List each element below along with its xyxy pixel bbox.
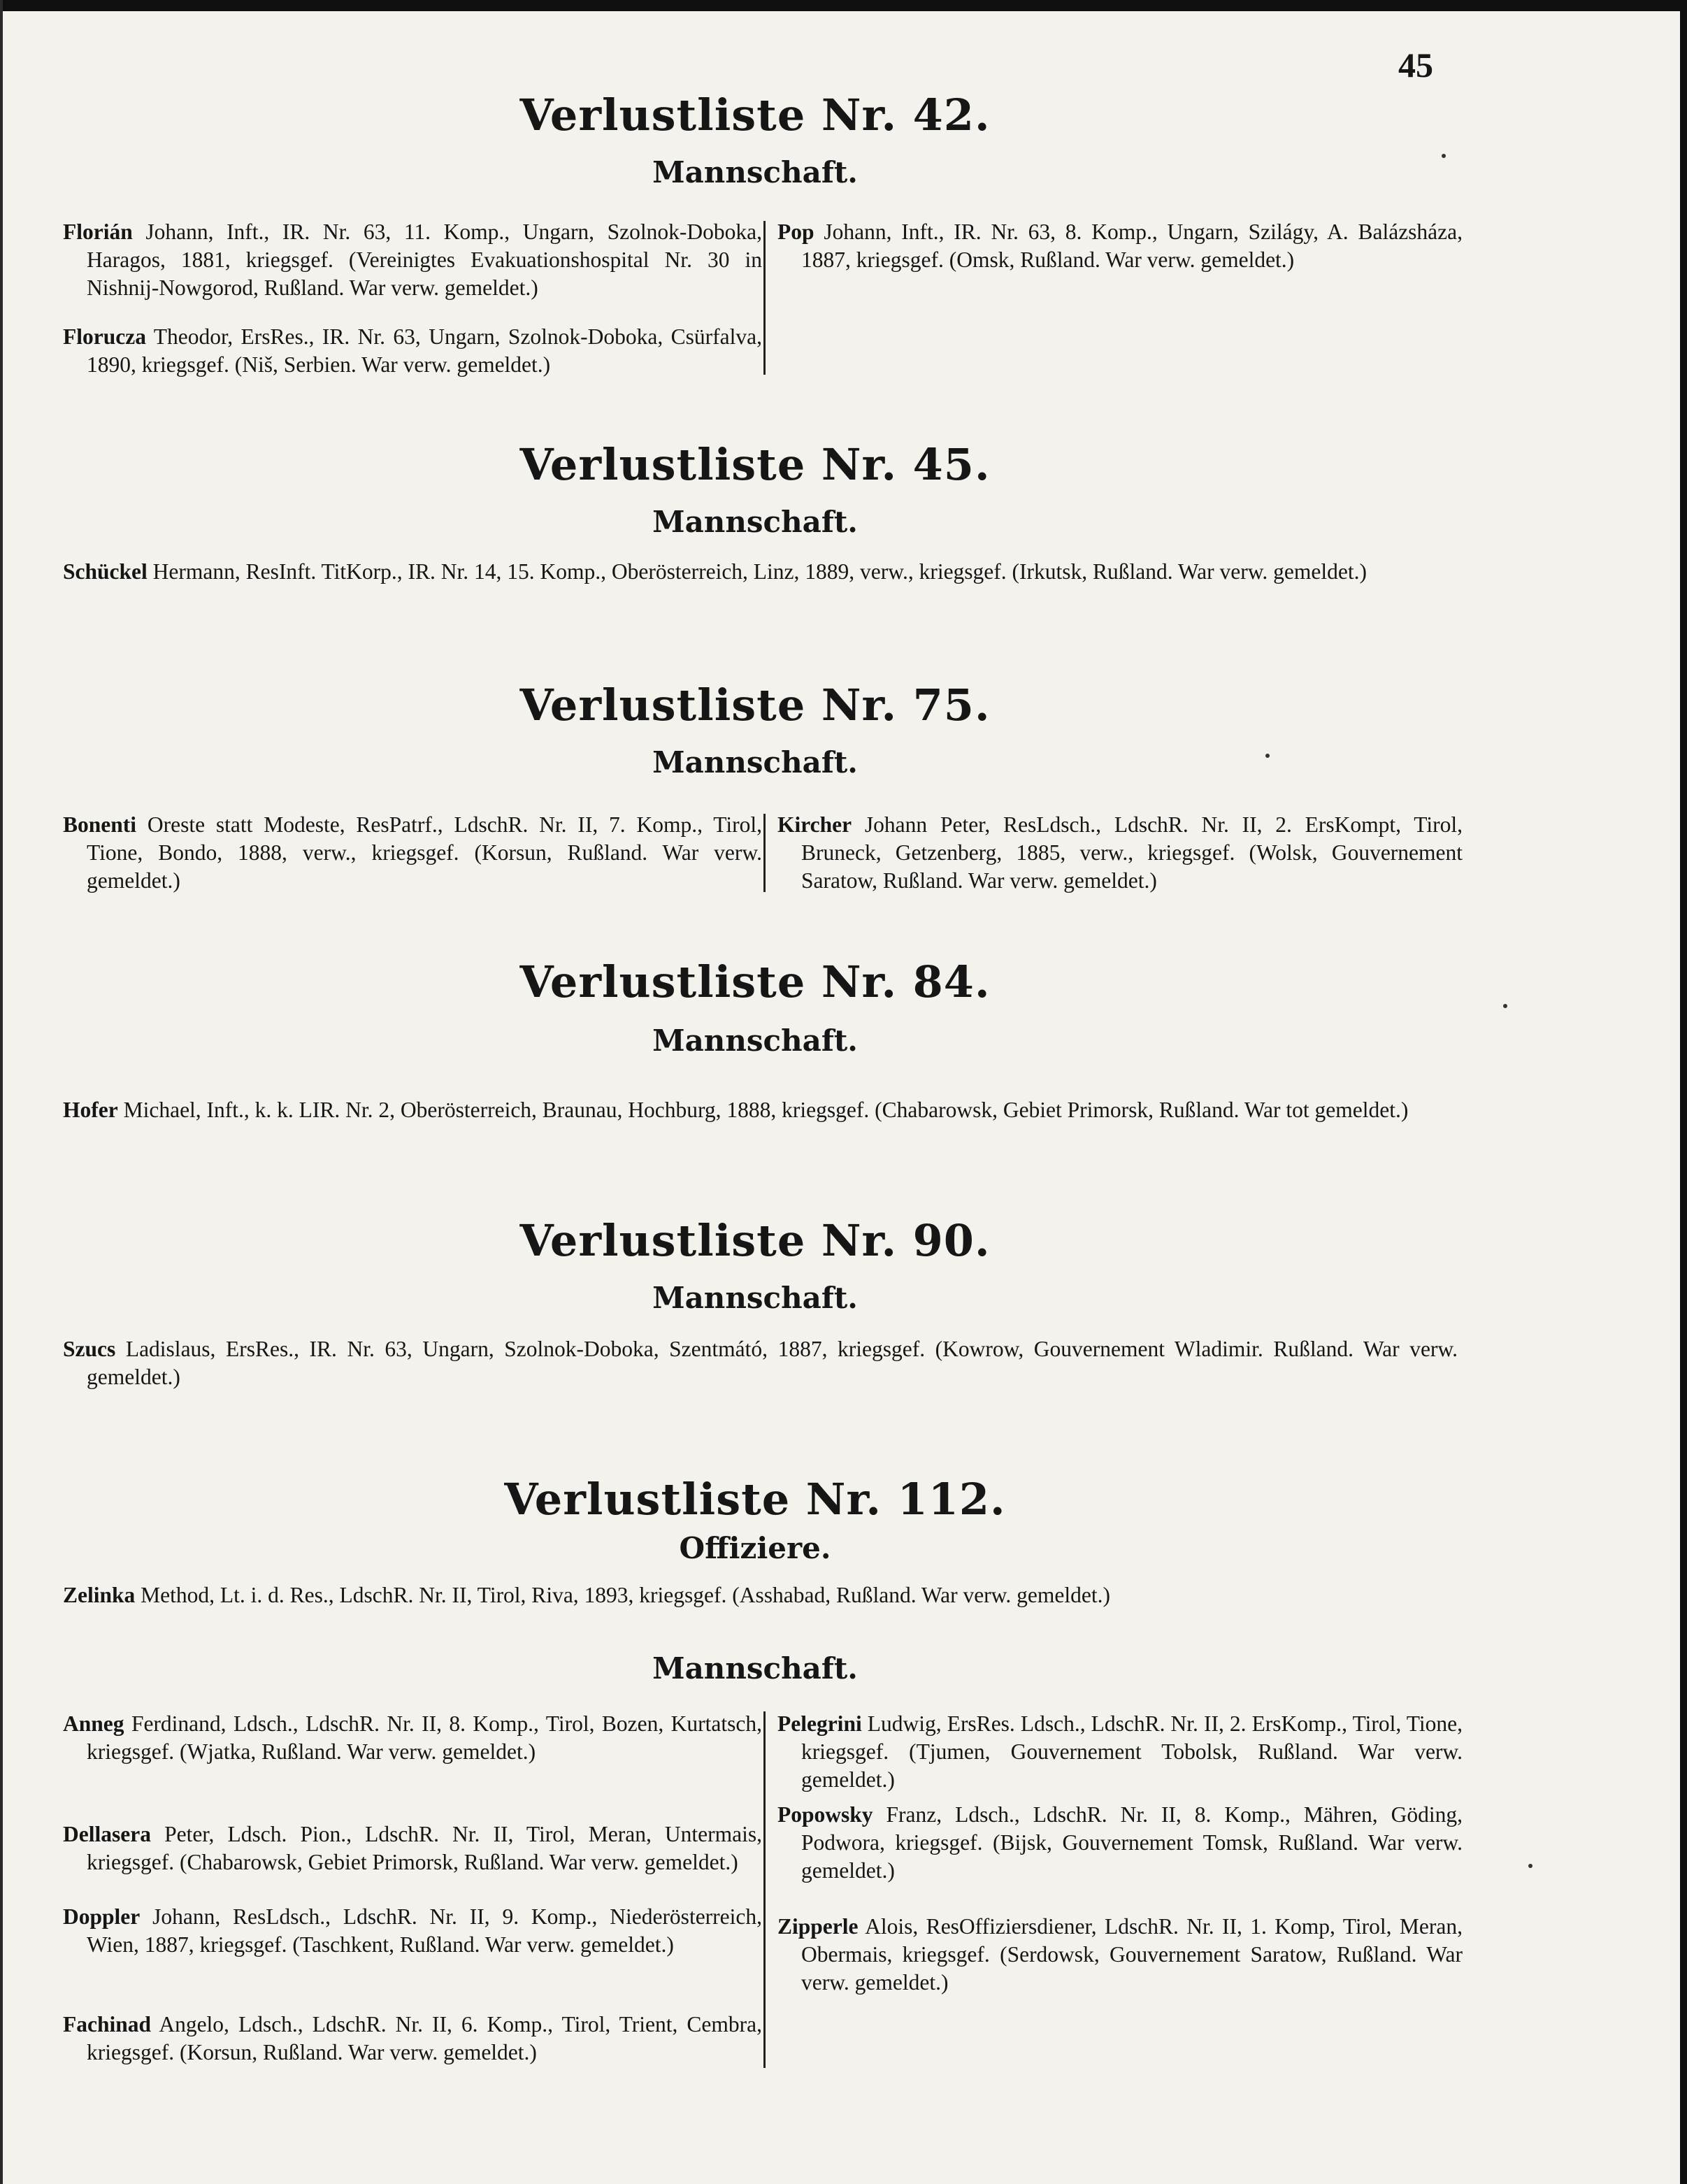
- entry-details: Johann Peter, ResLdsch., LdschR. Nr. II, 2. ErsKompt, Tirol, Bruneck, Getzenberg, 1885, verw., kriegsgef. (Wolsk, Gouvernement Saratow, Rußland. War verw. gemeldet.): [801, 812, 1463, 893]
- section-heading: Verlustliste Nr. 42.: [519, 89, 991, 141]
- entry-details: Theodor, ErsRes., IR. Nr. 63, Ungarn, Szolnok-Doboka, Csürfalva, 1890, kriegsgef. (Niš, Serbien. War verw. gemeldet.): [87, 324, 762, 377]
- scan-speck: [1503, 1004, 1507, 1008]
- list-entry: [777, 1801, 1463, 1885]
- entry-details: Angelo, Ldsch., LdschR. Nr. II, 6. Komp., Tirol, Trient, Cembra, kriegsgef. (Korsun, Rußland. War verw. gemeldet.): [87, 2012, 763, 2064]
- entry-details: Ludwig, ErsRes. Ldsch., LdschR. Nr. II, 2. ErsKomp., Tirol, Tione, kriegsgef. (Tjumen, Gouvernement Tobolsk, Rußland. War verw. gemeldet.): [801, 1711, 1463, 1792]
- entry-details: Johann, Inft., IR. Nr. 63, 11. Komp., Ungarn, Szolnok-Doboka, Haragos, 1881, kriegsgef. (Vereinigtes Evakuationshospital Nr. 30 in Nishnij-Nowgorod, Rußland. War verw. gemeldet.): [87, 220, 763, 300]
- column-divider: [763, 221, 766, 375]
- entry-surname: Dellasera: [63, 1822, 151, 1846]
- list-entry: [63, 323, 762, 379]
- entry-surname: Doppler: [63, 1904, 141, 1929]
- list-entry: [777, 1710, 1463, 1794]
- entry-surname: Fachinad: [63, 2012, 152, 2036]
- entry-details: Johann, Inft., IR. Nr. 63, 8. Komp., Ungarn, Szilágy, A. Balázsháza, 1887, kriegsgef. (Omsk, Rußland. War verw. gemeldet.): [801, 220, 1463, 272]
- list-entry: [63, 1710, 762, 1766]
- section-subheading: Mannschaft.: [652, 155, 858, 189]
- section-heading: Verlustliste Nr. 45.: [519, 439, 991, 490]
- section-subheading: Mannschaft.: [652, 745, 858, 780]
- entry-surname: Zelinka: [63, 1583, 136, 1607]
- section-subheading: Mannschaft.: [652, 1281, 858, 1315]
- section-subheading: Mannschaft.: [652, 505, 858, 539]
- section-heading: Verlustliste Nr. 90.: [519, 1215, 991, 1266]
- scan-edge-top: [0, 0, 1687, 11]
- entry-surname: Florucza: [63, 324, 146, 349]
- page-number: 45: [1398, 45, 1433, 85]
- section-heading: Verlustliste Nr. 75.: [519, 680, 991, 731]
- list-entry: [63, 1096, 1458, 1124]
- entry-surname: Popowsky: [777, 1802, 873, 1827]
- entry-details: Oreste statt Modeste, ResPatrf., LdschR. Nr. II, 7. Komp., Tirol, Tione, Bondo, 1888, verw., kriegsgef. (Korsun, Rußland. War verw. gemeldet.): [87, 812, 762, 893]
- section-subheading: Mannschaft.: [652, 1651, 858, 1686]
- entry-surname: Hofer: [63, 1098, 118, 1122]
- entry-details: Method, Lt. i. d. Res., LdschR. Nr. II, Tirol, Riva, 1893, kriegsgef. (Asshabad, Rußland. War verw. gemeldet.): [141, 1583, 1110, 1607]
- entry-surname: Schückel: [63, 559, 148, 584]
- list-entry: [63, 1903, 762, 1959]
- entry-surname: Pop: [777, 220, 814, 244]
- entry-surname: Bonenti: [63, 812, 137, 837]
- list-entry: [777, 218, 1463, 274]
- entry-surname: Szucs: [63, 1337, 116, 1361]
- list-entry: [63, 218, 762, 302]
- section-heading: Verlustliste Nr. 112.: [504, 1474, 1006, 1525]
- scan-speck: [1528, 1864, 1532, 1868]
- entry-details: Hermann, ResInft. TitKorp., IR. Nr. 14, 15. Komp., Oberösterreich, Linz, 1889, verw., kriegsgef. (Irkutsk, Rußland. War verw. gemeldet.): [152, 559, 1367, 584]
- section-heading: Verlustliste Nr. 84.: [519, 956, 991, 1007]
- entry-details: Michael, Inft., k. k. LIR. Nr. 2, Oberösterreich, Braunau, Hochburg, 1888, kriegsgef. (Chabarowsk, Gebiet Primorsk, Rußland. War tot gemeldet.): [123, 1098, 1409, 1122]
- list-entry: [777, 811, 1463, 895]
- scan-edge-left: [0, 0, 3, 2184]
- entry-details: Ladislaus, ErsRes., IR. Nr. 63, Ungarn, Szolnok-Doboka, Szentmátó, 1887, kriegsgef. (Kowrow, Gouvernement Wladimir. Rußland. War verw. gemeldet.): [87, 1337, 1458, 1389]
- column-divider: [763, 1711, 766, 2068]
- list-entry: [63, 558, 1458, 586]
- entry-surname: Kircher: [777, 812, 852, 837]
- scan-edge-right: [1680, 0, 1687, 2184]
- list-entry: [63, 1581, 1458, 1609]
- entry-details: Ferdinand, Ldsch., LdschR. Nr. II, 8. Komp., Tirol, Bozen, Kurtatsch, kriegsgef. (Wjatka, Rußland. War verw. gemeldet.): [87, 1711, 762, 1764]
- entry-details: Peter, Ldsch. Pion., LdschR. Nr. II, Tirol, Meran, Untermais, kriegsgef. (Chabarowsk, Gebiet Primorsk, Rußland. War verw. gemeldet.): [87, 1822, 763, 1874]
- list-entry: [63, 2011, 762, 2067]
- entry-details: Franz, Ldsch., LdschR. Nr. II, 8. Komp., Mähren, Göding, Podwora, kriegsgef. (Bijsk, Gouvernement Tomsk, Rußland. War verw. gemeldet.): [801, 1802, 1463, 1883]
- entry-surname: Florián: [63, 220, 133, 244]
- list-entry: [63, 1820, 762, 1876]
- section-subheading: Mannschaft.: [652, 1023, 858, 1058]
- entry-surname: Anneg: [63, 1711, 124, 1736]
- entry-surname: Zipperle: [777, 1914, 859, 1939]
- column-divider: [763, 814, 766, 892]
- entry-details: Johann, ResLdsch., LdschR. Nr. II, 9. Komp., Niederösterreich, Wien, 1887, kriegsgef. (Taschkent, Rußland. War verw. gemeldet.): [87, 1904, 762, 1957]
- list-entry: [777, 1913, 1463, 1997]
- scan-speck: [1442, 154, 1446, 158]
- entry-surname: Pelegrini: [777, 1711, 862, 1736]
- list-entry: [63, 811, 762, 895]
- entry-details: Alois, ResOffiziersdiener, LdschR. Nr. II, 1. Komp, Tirol, Meran, Obermais, kriegsgef. (Serdowsk, Gouvernement Saratow, Rußland. War verw. gemeldet.): [801, 1914, 1463, 1995]
- section-subheading: Offiziere.: [679, 1531, 831, 1565]
- list-entry: [63, 1335, 1458, 1391]
- scan-speck: [1265, 754, 1270, 758]
